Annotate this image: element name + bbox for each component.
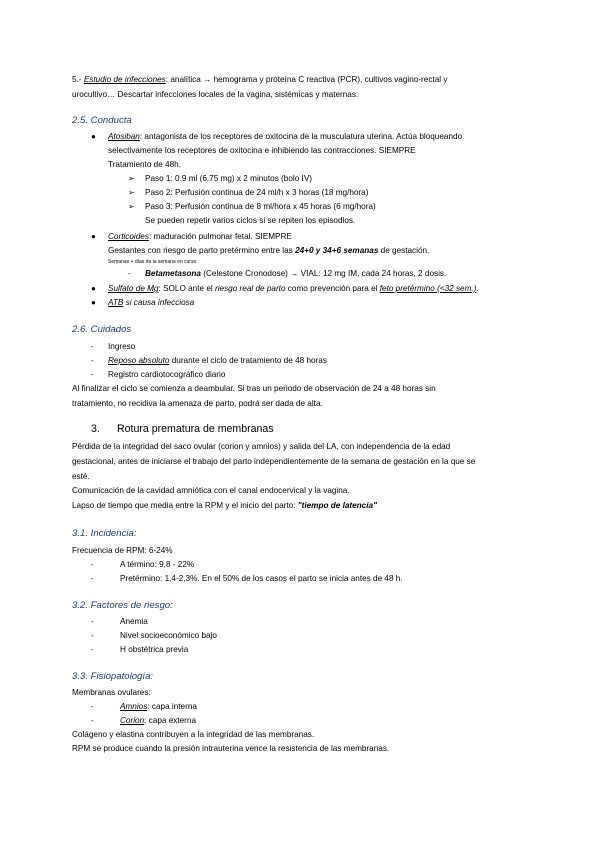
membranas-title: Membranas ovulares: — [72, 688, 151, 697]
rpm-def-3: esté. — [72, 472, 90, 481]
incidencia-2: A término: 9,8 - 22% — [120, 560, 195, 569]
corticoides-footnote: Semanas + días de la semana en curso — [108, 259, 197, 265]
factor-1: Anemia — [120, 617, 148, 626]
rpm-def-5: Lapso de tiempo que media entre la RPM y el inicio del parto: "tiempo de latencia" — [72, 501, 377, 510]
item-5-line-1: 5.- Estudio de infecciones: analítica → hemograma y proteína C reactiva (PCR), cultivos vagino-rectal y — [72, 75, 448, 84]
arrow-bullet: ➢ — [128, 188, 135, 197]
dash-bullet: - — [91, 645, 94, 654]
incidencia-3: Pretérmino: 1,4-2,3%. En el 50% de los casos el parto se inicia antes de 48 h. — [120, 574, 403, 583]
atb-line: ATB si causa infecciosa — [108, 298, 195, 307]
cuidados-para-2: tratamiento, no recidiva la amenaza de parto, podrá ser dada de alta. — [72, 399, 323, 408]
heading-2-6: 2.6. Cuidados — [72, 324, 132, 335]
bullet-dot: ● — [91, 132, 96, 141]
bullet-dot: ● — [91, 298, 96, 307]
dash-bullet: - — [91, 370, 94, 379]
heading-3-3: 3.3. Fisiopatología: — [72, 671, 154, 682]
atosiban-line-3: Tratamiento de 48h. — [108, 160, 181, 169]
cuidados-para-1: Al finalizar el ciclo se comienza a deambular. Si tras un periodo de observación de 24 a 48 horas sin — [72, 384, 436, 393]
rpm-def-2: gestacional, antes de iniciarse el trabajo del parto independientemente de la semana de gestación en la que se — [72, 457, 476, 466]
dash-bullet: - — [91, 716, 94, 725]
fisio-para-2: RPM se produce cuando la presión intrauterina vence la resistencia de las membranas. — [72, 744, 390, 753]
corticoides-line-2: Gestantes con riesgo de parto pretérmino entre las 24+0 y 34+6 semanas de gestación. — [108, 246, 430, 255]
item-5-line-2: urocultivo… Descartar infecciones locales de la vagina, sistémicas y maternas. — [72, 90, 359, 99]
heading-2-5: 2.5. Conducta — [72, 115, 132, 126]
dash-bullet: - — [91, 574, 94, 583]
membrana-corion: Corion: capa externa — [120, 716, 197, 725]
incidencia-1: Frecuencia de RPM: 6-24% — [72, 546, 173, 555]
heading-3-2: 3.2. Factores de riesgo: — [72, 600, 173, 611]
paso-3: Paso 3: Perfusión continua de 8 ml/hora x 45 horas (6 mg/hora) — [145, 202, 376, 211]
rpm-def-1: Pérdida de la integridad del saco ovular (corion y amnios) y salida del LA, con independencia de la edad — [72, 442, 451, 451]
dash-bullet: - — [128, 269, 131, 278]
bullet-dot: ● — [91, 232, 96, 241]
dash-bullet: - — [91, 617, 94, 626]
bullet-dot: ● — [91, 284, 96, 293]
dash-bullet: - — [91, 631, 94, 640]
arrow-bullet: ➢ — [128, 174, 135, 183]
dash-bullet: - — [91, 560, 94, 569]
section-3-title: Rotura prematura de membranas — [117, 423, 274, 435]
factor-2: Nivel socioeconómico bajo — [120, 631, 217, 640]
dash-bullet: - — [91, 342, 94, 351]
betametasona-line: Betametasona (Celestone Cronodose) → VIAL: 12 mg IM, cada 24 horas, 2 dosis. — [145, 269, 447, 278]
atosiban-line-1: Atosiban: antagonista de los receptores de oxitocina de la musculatura uterina. Actúa bloqueando — [108, 132, 463, 141]
cuidado-1: Ingreso — [108, 342, 136, 351]
section-3-number: 3. — [91, 423, 100, 435]
paso-note: Se pueden repetir varios ciclos si se repiten los episodios. — [145, 216, 356, 225]
fisio-para-1: Colágeno y elastina contribuyen a la integridad de las membranas. — [72, 730, 315, 739]
atosiban-line-2: selectivamente los receptores de oxitocina e inhibiendo las contracciones. SIEMPRE — [108, 146, 416, 155]
cuidado-3: Registro cardiotocográfico diario — [108, 370, 226, 379]
arrow-bullet: ➢ — [128, 202, 135, 211]
paso-2: Paso 2: Perfusión continua de 24 ml/h x 3 horas (18 mg/hora) — [145, 188, 369, 197]
corticoides-line-1: Corticoides: maduración pulmonar fetal. SIEMPRE — [108, 232, 292, 241]
paso-1: Paso 1: 0.9 ml (6.75 mg) x 2 minutos (bolo IV) — [145, 174, 313, 183]
cuidado-2: Reposo absoluto durante el ciclo de tratamiento de 48 horas — [108, 356, 327, 365]
dash-bullet: - — [91, 702, 94, 711]
dash-bullet: - — [91, 356, 94, 365]
heading-3-1: 3.1. Incidencia: — [72, 528, 137, 539]
membrana-amnios: Amnios: capa interna — [120, 702, 197, 711]
sulfato-line: Sulfato de Mg: SOLO ante el riesgo real de parto como prevención para el feto pretérmino (<32 sem.). — [108, 284, 479, 293]
rpm-def-4: Comunicación de la cavidad amniótica con el canal endocervical y la vagina. — [72, 486, 350, 495]
factor-3: H obstétrica previa — [120, 645, 189, 654]
